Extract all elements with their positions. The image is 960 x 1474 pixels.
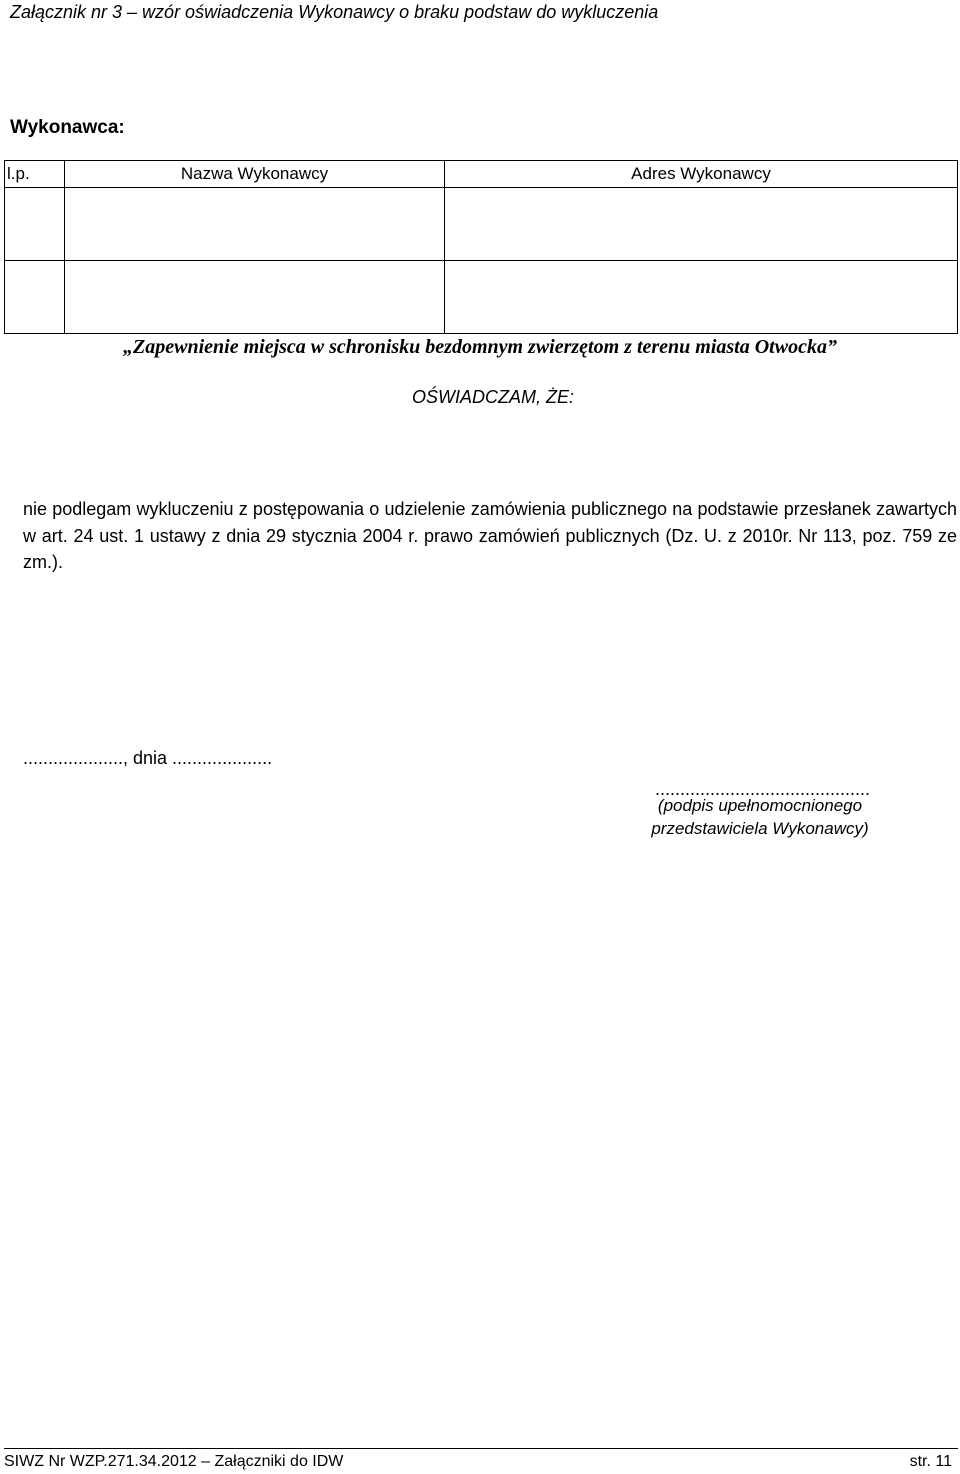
contractor-table <box>4 160 958 334</box>
table-cell-name[interactable] <box>65 261 445 334</box>
footer-document-reference: SIWZ Nr WZP.271.34.2012 – Załączniki do IDW <box>4 1453 344 1470</box>
column-header-lp: l.p. <box>5 161 65 188</box>
table-row <box>5 261 958 334</box>
procurement-subject-title: „Zapewnienie miejsca w schronisku bezdomnym zwierzętom z terenu miasta Otwocka” <box>123 336 837 358</box>
place-date-line: ...................., dnia .................... <box>23 748 273 768</box>
column-header-address: Adres Wykonawcy <box>445 161 958 188</box>
footer-divider <box>4 1448 958 1449</box>
column-header-name: Nazwa Wykonawcy <box>65 161 445 188</box>
table-cell-lp[interactable] <box>5 188 65 261</box>
table-cell-lp[interactable] <box>5 261 65 334</box>
table-cell-address[interactable] <box>445 261 958 334</box>
table-cell-address[interactable] <box>445 188 958 261</box>
declaration-heading: OŚWIADCZAM, ŻE: <box>412 387 574 407</box>
table-header-row <box>5 161 958 188</box>
contractor-label: Wykonawca: <box>10 117 125 138</box>
table-cell-name[interactable] <box>65 188 445 261</box>
table-row <box>5 188 958 261</box>
signature-caption: (podpis upełnomocnionego przedstawiciela Wykonawcy) <box>651 796 869 838</box>
footer-page-number: str. 11 <box>909 1453 952 1470</box>
signature-line: ........................................... <box>655 779 871 799</box>
document-header-title: Załącznik nr 3 – wzór oświadczenia Wykonawcy o braku podstaw do wykluczenia <box>10 2 659 22</box>
declaration-body: nie podlegam wykluczeniu z postępowania o udzielenie zamówienia publicznego na podstawie przesłanek zawartych w art. 24 ust. 1 ustawy z dnia 29 stycznia 2004 r. prawo zamówień publicznych (Dz. U. z 2010r. Nr 113, poz. 759 ze zm.). <box>23 499 957 572</box>
